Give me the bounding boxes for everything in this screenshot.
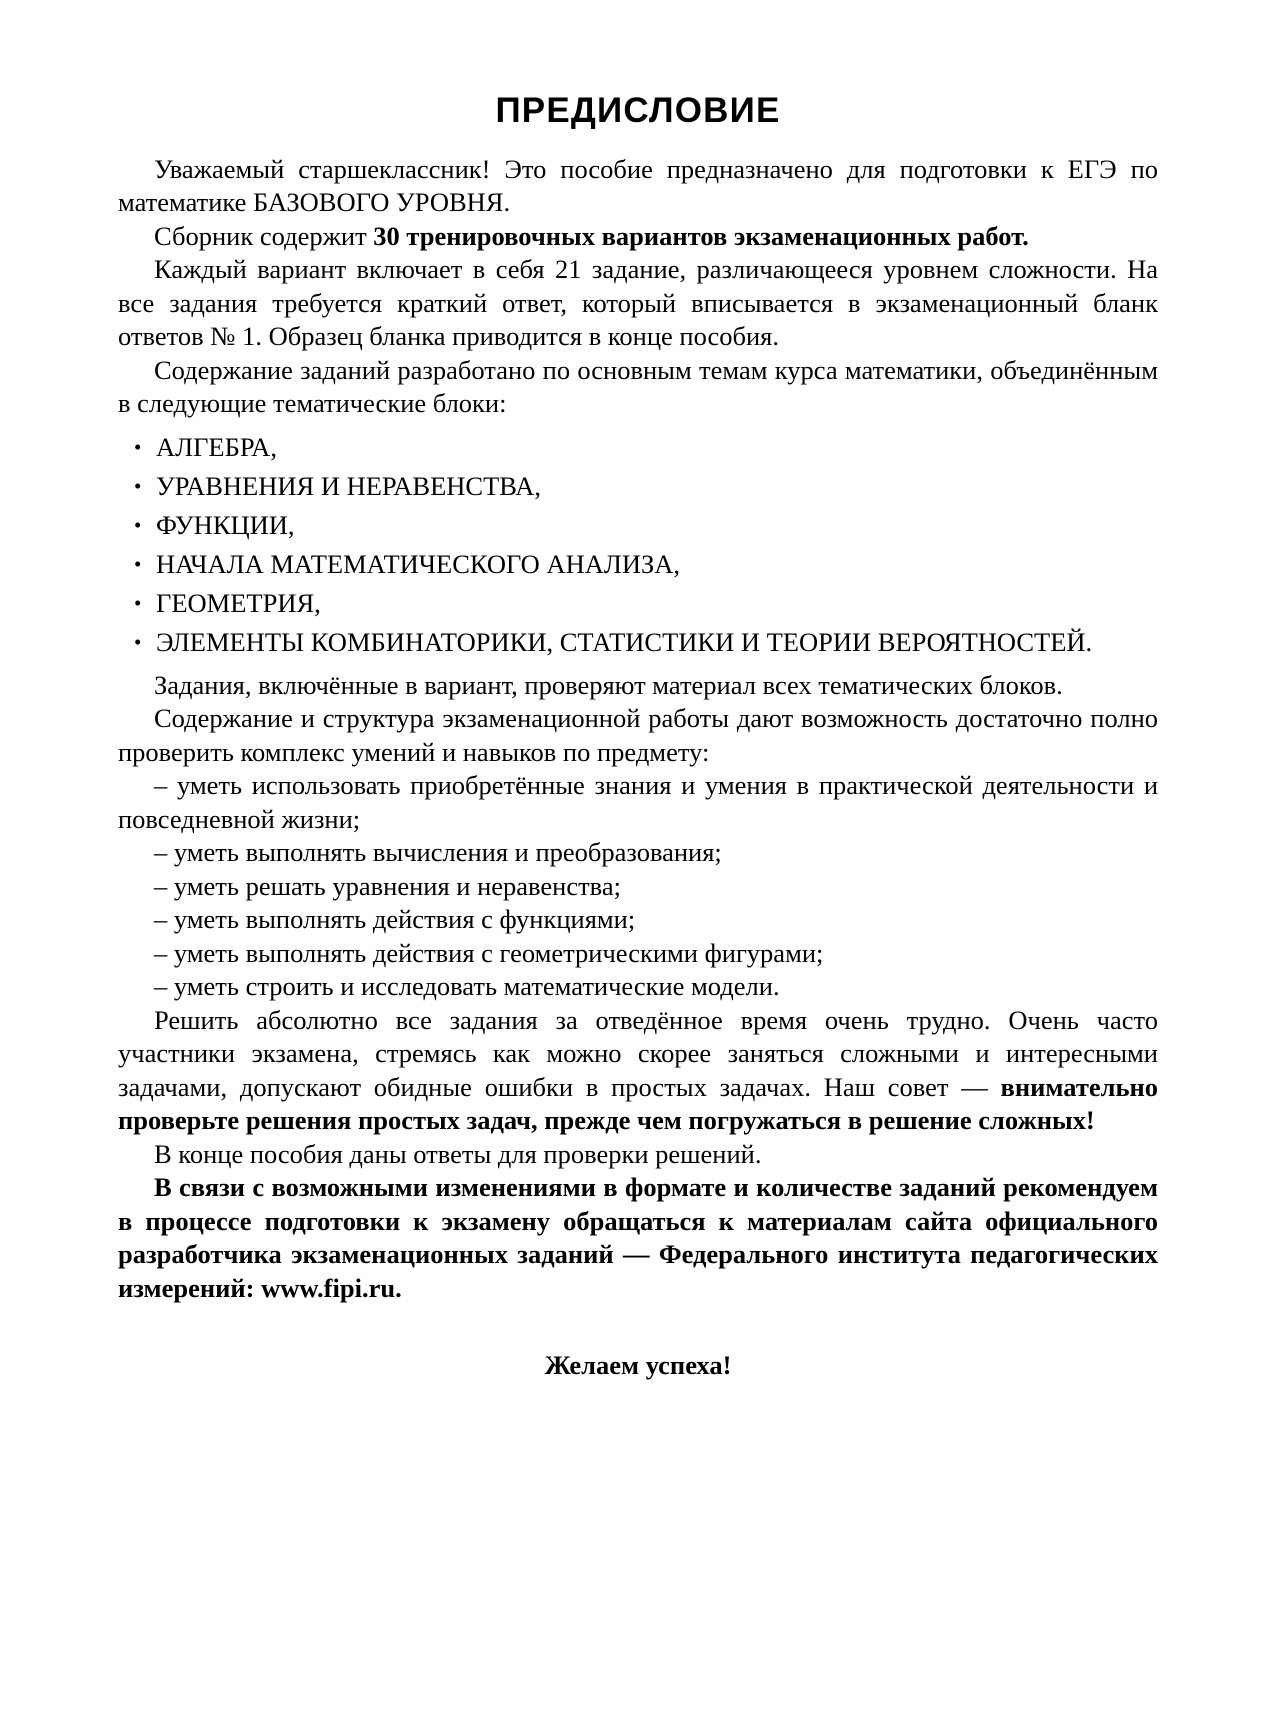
intro-paragraph-4 (118, 354, 1158, 421)
bullet-icon: • (134, 512, 142, 537)
middle-paragraph-5 (118, 669, 1158, 703)
list-item (118, 623, 1158, 662)
list-item (118, 903, 1158, 937)
intro-paragraph-4-text: Содержание заданий разработано по основным темам курса математики, объединённым в следующие тематические блоки: (118, 354, 1158, 418)
list-item-label: ГЕОМЕТРИЯ, (156, 587, 321, 618)
list-item-label: ФУНКЦИИ, (156, 509, 295, 540)
list-item (118, 836, 1158, 870)
list-item (118, 584, 1158, 623)
list-item-label: ЭЛЕМЕНТЫ КОМБИНАТОРИКИ, СТАТИСТИКИ И ТЕОРИИ ВЕРОЯТНОСТЕЙ. (156, 626, 1093, 657)
skills-list (118, 769, 1158, 1004)
intro-paragraph-2-bold: 30 тренировочных вариантов экзаменационных работ. (373, 220, 1029, 251)
dash-icon: – (154, 904, 168, 934)
advice-paragraph-7 (118, 1004, 1158, 1138)
list-item (118, 467, 1158, 506)
dash-icon: – (154, 937, 168, 968)
intro-paragraph-2-plain: Сборник содержит (154, 220, 374, 251)
page-content (118, 92, 1158, 1409)
list-item-label: УРАВНЕНИЯ И НЕРАВЕНСТВА, (156, 470, 542, 501)
list-item (118, 937, 1158, 971)
closing-wish: Желаем успеха! (544, 1350, 732, 1380)
intro-paragraph-3 (118, 253, 1158, 354)
list-item-label: АЛГЕБРА, (156, 431, 277, 462)
intro-paragraph-1 (118, 153, 1158, 220)
middle-paragraph-6-text: Содержание и структура экзаменационной работы дают возможность достаточно полно проверить комплекс умений и навыков по предмету: (118, 703, 1158, 767)
list-item-label: уметь решать уравнения и неравенства; (173, 870, 621, 901)
intro-paragraph-2 (118, 220, 1158, 254)
advice-paragraph-9-text: В связи с возможными изменениями в формате и количестве заданий рекомендуем в процессе подготовки к экзамену обращаться к материалам сайта официального разработчика экзаменационных заданий — Федерального института педагогических измерений: www.fipi.ru. (118, 1172, 1158, 1303)
list-item-label: НАЧАЛА МАТЕМАТИЧЕСКОГО АНАЛИЗА, (156, 548, 681, 579)
bullet-icon: • (134, 590, 142, 615)
list-item-label: уметь выполнять действия с функциями; (173, 904, 636, 934)
bullet-icon: • (134, 629, 142, 654)
list-item (118, 870, 1158, 904)
advice-paragraph-8-text: В конце пособия даны ответы для проверки решений. (154, 1138, 762, 1169)
bullet-icon: • (134, 473, 142, 498)
advice-paragraph-7-bold: внимательно проверьте решения простых задач, прежде чем погружаться в решение сложных! (118, 1071, 1158, 1135)
advice-paragraph-9 (118, 1171, 1158, 1305)
dash-icon: – (154, 837, 168, 867)
bullet-icon: • (134, 551, 142, 576)
list-item-label: уметь выполнять вычисления и преобразования; (173, 837, 722, 867)
middle-paragraph-5-text: Задания, включённые в вариант, проверяют материал всех тематических блоков. (154, 669, 1063, 700)
list-item (118, 428, 1158, 467)
bullet-icon: • (134, 434, 142, 459)
advice-paragraph-7-plain: Решить абсолютно все задания за отведённое время очень трудно. Очень часто участники экзамена, стремясь как можно скорее заняться сложными и интересными задачами, допускают обидные ошибки в простых задачах. Наш совет — (118, 1004, 1158, 1102)
intro-paragraph-1-text: Уважаемый старшеклассник! Это пособие предназначено для подготовки к ЕГЭ по математике БАЗОВОГО УРОВНЯ. (118, 153, 1158, 217)
list-item (118, 545, 1158, 584)
page-title: ПРЕДИСЛОВИЕ (495, 91, 781, 130)
list-item (118, 506, 1158, 545)
intro-paragraph-3-text: Каждый вариант включает в себя 21 задание, различающееся уровнем сложности. На все задания требуется краткий ответ, который вписывается в экзаменационный бланк ответов № 1. Образец бланка приводится в конце пособия. (118, 254, 1158, 351)
list-item-label: уметь использовать приобретённые знания и умения в практической деятельности и повседневной жизни; (118, 770, 1159, 834)
list-item (118, 970, 1158, 1004)
topic-blocks-list (118, 428, 1158, 662)
list-item (118, 769, 1158, 836)
middle-paragraph-6 (118, 702, 1158, 769)
list-item-label: уметь строить и исследовать математические модели. (173, 971, 780, 1001)
dash-icon: – (154, 870, 168, 901)
advice-paragraph-8 (118, 1138, 1158, 1172)
list-item-label: уметь выполнять действия с геометрическими фигурами; (173, 937, 824, 968)
dash-icon: – (154, 971, 168, 1001)
dash-icon: – (154, 770, 168, 800)
